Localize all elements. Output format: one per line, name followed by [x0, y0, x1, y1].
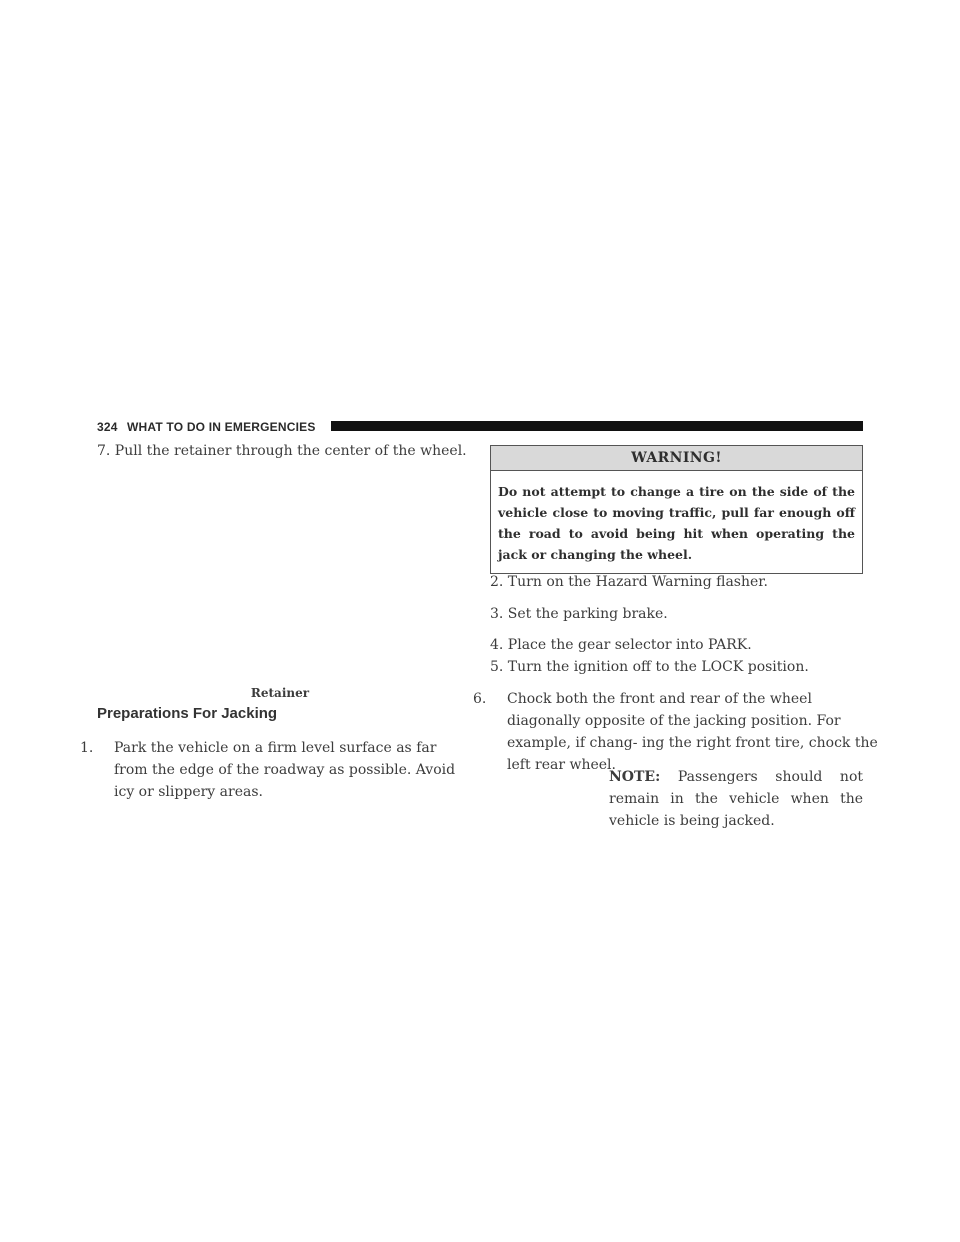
note-label: NOTE:: [609, 769, 661, 785]
warning-text: Do not attempt to change a tire on the side of the vehicle close to moving traffic, pull far enough off the road to avoid being hit when operating the jack or changing the wheel.: [498, 484, 855, 562]
step-4: 4. Place the gear selector into PARK.: [490, 637, 752, 653]
step-5: 5. Turn the ignition off to the LOCK position.: [490, 659, 809, 675]
page-header: [97, 418, 863, 436]
figure-caption: Retainer: [250, 686, 310, 700]
warning-title: WARNING!: [491, 446, 862, 471]
step-3: 3. Set the parking brake.: [490, 606, 668, 622]
step-7: 7. Pull the retainer through the center of the wheel.: [97, 443, 467, 459]
section-subheading: Preparations For Jacking: [97, 705, 278, 722]
step-6-number: 6.: [473, 691, 487, 707]
section-title: WHAT TO DO IN EMERGENCIES: [127, 420, 316, 434]
warning-box: [490, 445, 863, 574]
step-1: [80, 737, 463, 803]
step-6: [473, 688, 880, 776]
step-1-text: Park the vehicle on a firm level surface as far from the edge of the roadway as possible. Avoid icy or slippery areas.: [114, 740, 456, 800]
header-rule: [331, 421, 863, 431]
step-6-text: Chock both the front and rear of the wheel diagonally opposite of the jacking position. For example, if chang- ing the right front tire, chock the left rear wheel.: [507, 691, 878, 773]
note-block: [609, 766, 863, 832]
retainer-figure: [97, 466, 463, 676]
step-2: 2. Turn on the Hazard Warning flasher.: [490, 574, 768, 590]
note-text: Passengers should not remain in the vehicle when the vehicle is being jacked.: [609, 769, 864, 829]
page-number: 324: [97, 420, 118, 434]
step-1-number: 1.: [80, 740, 94, 756]
